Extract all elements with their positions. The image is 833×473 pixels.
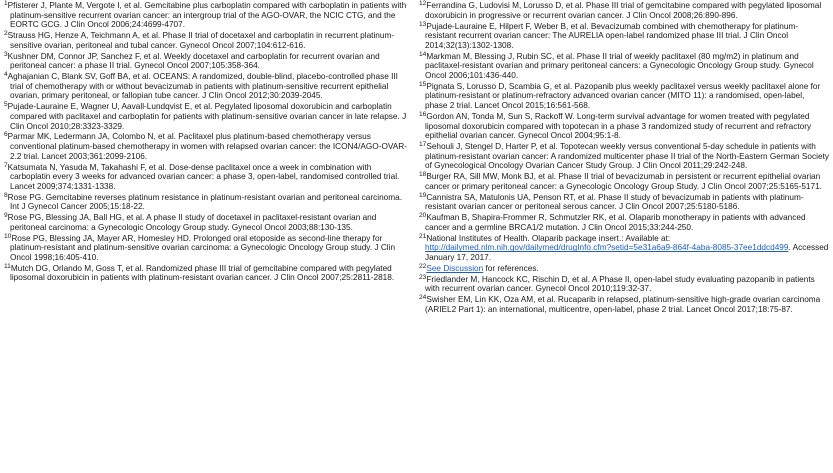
reference-number: 15 <box>419 80 427 88</box>
reference-item <box>4 193 412 212</box>
reference-text: Kushner DM, Connor JP, Sanchez F, et al. Weekly docetaxel and carboplatin for recurrent ovarian and peritoneal cancer: a phase II trial. Gynecol Oncol 2007;105:358-364. <box>7 51 380 71</box>
reference-number: 4 <box>4 71 8 79</box>
reference-number: 8 <box>4 191 8 199</box>
reference-item <box>419 193 829 212</box>
reference-number: 20 <box>419 212 427 220</box>
reference-number: 3 <box>4 50 8 58</box>
reference-number: 11 <box>4 262 11 270</box>
reference-item <box>4 1 412 30</box>
reference-item <box>419 1 829 20</box>
see-discussion-link[interactable]: See Discussion <box>426 263 484 273</box>
reference-item <box>4 132 412 161</box>
reference-item <box>419 234 829 263</box>
reference-text: Rose PG, Blessing JA, Ball HG, et al. A phase II study of docetaxel in paclitaxel-resistant ovarian and peritoneal carcinoma: a Gynecologic Oncology Group study. Gynecol Oncol 2003;88:130-135. <box>7 213 377 232</box>
reference-number: 6 <box>4 131 8 139</box>
reference-number: 19 <box>419 191 427 199</box>
reference-text: . Accessed January 17, 2017. <box>425 243 829 262</box>
reference-number: 10 <box>4 232 12 240</box>
reference-item <box>419 264 829 274</box>
reference-item <box>419 213 829 232</box>
reference-item <box>419 172 829 191</box>
reference-item <box>4 102 412 131</box>
reference-text: Ferrandina G, Ludovisi M, Lorusso D, et al. Phase III trial of gemcitabine compared with pegylated liposomal doxorubicin in progressive or recurrent ovarian cancer. J Clin Oncol 2008;26:890-896. <box>425 1 822 20</box>
reference-item <box>4 234 412 263</box>
reference-text: Mutch DG, Orlando M, Goss T, et al. Randomized phase III trial of gemcitabine compared with pegylated liposomal doxorubicin in patients with platinum-resistant ovarian cancer. J Clin Oncol 2007;25:2811-2818. <box>10 263 395 283</box>
reference-text: Burger RA, Sill MW, Monk BJ, et al. Phase II trial of bevacizumab in persistent or recurrent epithelial ovarian cancer or primary peritoneal cancer: a Gynecologic Oncology Group Study. J Clin Oncol 2007;25:5165-5171. <box>425 172 822 191</box>
reference-text: Markman M, Blessing J, Rubin SC, et al. Phase II trial of weekly paclitaxel (80 mg/m2) in platinum and paclitaxel-resistant ovarian and primary peritoneal cancers: a Gynecologic Oncology Group study. Gynecol Oncol 2006;101:436-440. <box>425 51 814 80</box>
reference-text: Pujade-Lauraine E, Wagner U, Aavall-Lundqvist E, et al. Pegylated liposomal doxorubicin and carboplatin compared with paclitaxel and carboplatin for patients with platinum-sensitive ovarian cancer in late relapse. J Clin Oncol 2010;28:3323-3329. <box>7 102 407 131</box>
reference-text: Strauss HG, Henze A, Teichmann A, et al. Phase II trial of docetaxel and carboplatin in recurrent platinum-sensitive ovarian, peritoneal and tubal cancer. Gynecol Oncol 2007;104:612-616. <box>7 31 395 50</box>
reference-item <box>419 295 829 314</box>
reference-text: Rose PG, Blessing JA, Mayer AR, Homesley HD. Prolonged oral etoposide as second-line therapy for platinum-resistant and platinum-sensitive ovarian carcinoma: a Gynecologic Oncology Group study. J Clin Oncol 1998;16:405-410. <box>10 233 396 262</box>
reference-item <box>419 52 829 81</box>
reference-number: 13 <box>419 20 427 28</box>
reference-number: 24 <box>419 294 427 302</box>
reference-text: Kaufman B, Shapira-Frommer R, Schmutzler RK, et al. Olaparib monotherapy in patients with advanced cancer and a germline BRCA1/2 mutation. J Clin Oncol 2015;33:244-250. <box>425 213 806 232</box>
reference-item <box>4 213 412 232</box>
reference-number: 2 <box>4 30 8 38</box>
reference-number: 9 <box>4 212 8 220</box>
reference-item <box>419 112 829 141</box>
reference-item <box>419 22 829 51</box>
reference-number: 18 <box>419 171 427 179</box>
reference-text: National Institutes of Health. Olaparib package insert.: Available at: <box>426 233 671 243</box>
reference-text: Aghajanian C, Blank SV, Goff BA, et al. OCEANS: A randomized, double-blind, placebo-controlled phase III trial of chemotherapy with or without bevacizumab in patients with platinum-sensitive recurrent epithelial ovarian, primary peritoneal, or fallopian tube cancer. J Clin Oncol 2012;30:2039-2045. <box>7 72 398 101</box>
reference-number: 22 <box>419 262 427 270</box>
reference-number: 1 <box>4 0 8 7</box>
reference-text: for references. <box>483 263 539 273</box>
reference-text: Pfisterer J, Plante M, Vergote I, et al. Gemcitabine plus carboplatin compared with carboplatin in patients with platinum-sensitive recurrent ovarian cancer: an intergroup trial of the AGO-OVAR, the NCIC CTG, and the EORTC GCG. J Clin Oncol 2006;24:4699-4707. <box>7 1 407 30</box>
reference-text: Cannistra SA, Matulonis UA, Penson RT, et al. Phase II study of bevacizumab in patients with platinum-resistant ovarian cancer or peritoneal serous cancer. J Clin Oncol 2007;25:5180-5186. <box>425 192 804 212</box>
reference-text: Rose PG. Gemcitabine reverses platinum resistance in platinum-resistant ovarian and peritoneal carcinoma. Int J Gynecol Cancer 2005;15:18-22. <box>7 192 403 212</box>
reference-item <box>4 31 412 50</box>
reference-number: 14 <box>419 50 427 58</box>
reference-item <box>419 275 829 294</box>
reference-text: Pujade-Lauraine E, Hilpert F, Weber B, et al. Bevacizumab combined with chemotherapy for platinum-resistant recurrent ovarian cancer: The AURELIA open-label randomized phase III trial. J Clin Oncol 2014;32(13):1302-1308. <box>425 21 799 50</box>
reference-number: 21 <box>419 232 427 240</box>
reference-number: 17 <box>419 141 427 149</box>
reference-item <box>4 163 412 192</box>
reference-text: Swisher EM, Lin KK, Oza AM, et al. Rucaparib in relapsed, platinum-sensitive high-grade ovarian carcinoma (ARIEL2 Part 1): an international, multicentre, open-label, phase 2 trial. Lancet Oncol 2017;18:75-87. <box>425 295 821 314</box>
reference-item <box>4 264 412 283</box>
reference-number: 7 <box>4 161 8 169</box>
reference-text: Gordon AN, Tonda M, Sun S, Rackoff W. Long-term survival advantage for women treated with pegylated liposomal doxorubicin compared with topotecan in a phase 3 randomized study of recurrent and refractory epithelial ovarian cancer. Gynecol Oncol 2004;95:1-8. <box>425 111 812 141</box>
reference-item <box>4 72 412 101</box>
reference-item <box>419 82 829 111</box>
references-column-right <box>419 1 829 316</box>
references-column-left <box>4 1 412 284</box>
reference-text: Parmar MK, Ledermann JA, Colombo N, et al. Paclitaxel plus platinum-based chemotherapy versus conventional platinum-based chemotherapy in women with relapsed ovarian cancer: the ICON4/AGO-OVAR-2.2 trial. Lancet 2003;361:2099-2106. <box>7 132 407 161</box>
reference-number: 23 <box>419 273 427 281</box>
reference-item <box>419 142 829 171</box>
reference-number: 16 <box>419 110 427 118</box>
reference-text: Friedlander M, Hancock KC, Rischin D, et al. A Phase II, open-label study evaluating pazopanib in patients with recurrent ovarian cancer. Gynecol Oncol 2010;119:32-37. <box>425 274 815 294</box>
reference-text: Pignata S, Lorusso D, Scambia G, et al. Pazopanib plus weekly paclitaxel versus weekly paclitaxel alone for platinum-resistant or platinum-refractory advanced ovarian cancer (MITO 11): a randomised, open-label, phase 2 trial. Lancet Oncol 2015;16:561-568. <box>425 81 821 110</box>
reference-text: Sehouli J, Stengel D, Harter P, et al. Topotecan weekly versus conventional 5-day schedule in patients with platinum-resistant ovarian cancer: A randomized multicenter phase II trial of the North-Eastern German Society of Gynecological Oncology Ovarian Cancer Study Group. J Clin Oncol 2011;29:242-248. <box>425 142 829 171</box>
reference-number: 12 <box>419 0 427 7</box>
reference-text: Katsumata N, Yasuda M, Takahashi F, et al. Dose-dense paclitaxel once a week in combination with carboplatin every 3 weeks for advanced ovarian cancer: a phase 3, open-label, randomised controlled trial. Lancet 2009;374:1331-1338. <box>7 162 400 191</box>
reference-item <box>4 52 412 71</box>
olaparib-package-insert-link[interactable]: http://dailymed.nlm.nih.gov/dailymed/drugInfo.cfm?setid=5e31a6a9-864f-4aba-8085-37ee1ddcd499 <box>425 243 789 253</box>
reference-number: 5 <box>4 101 8 109</box>
